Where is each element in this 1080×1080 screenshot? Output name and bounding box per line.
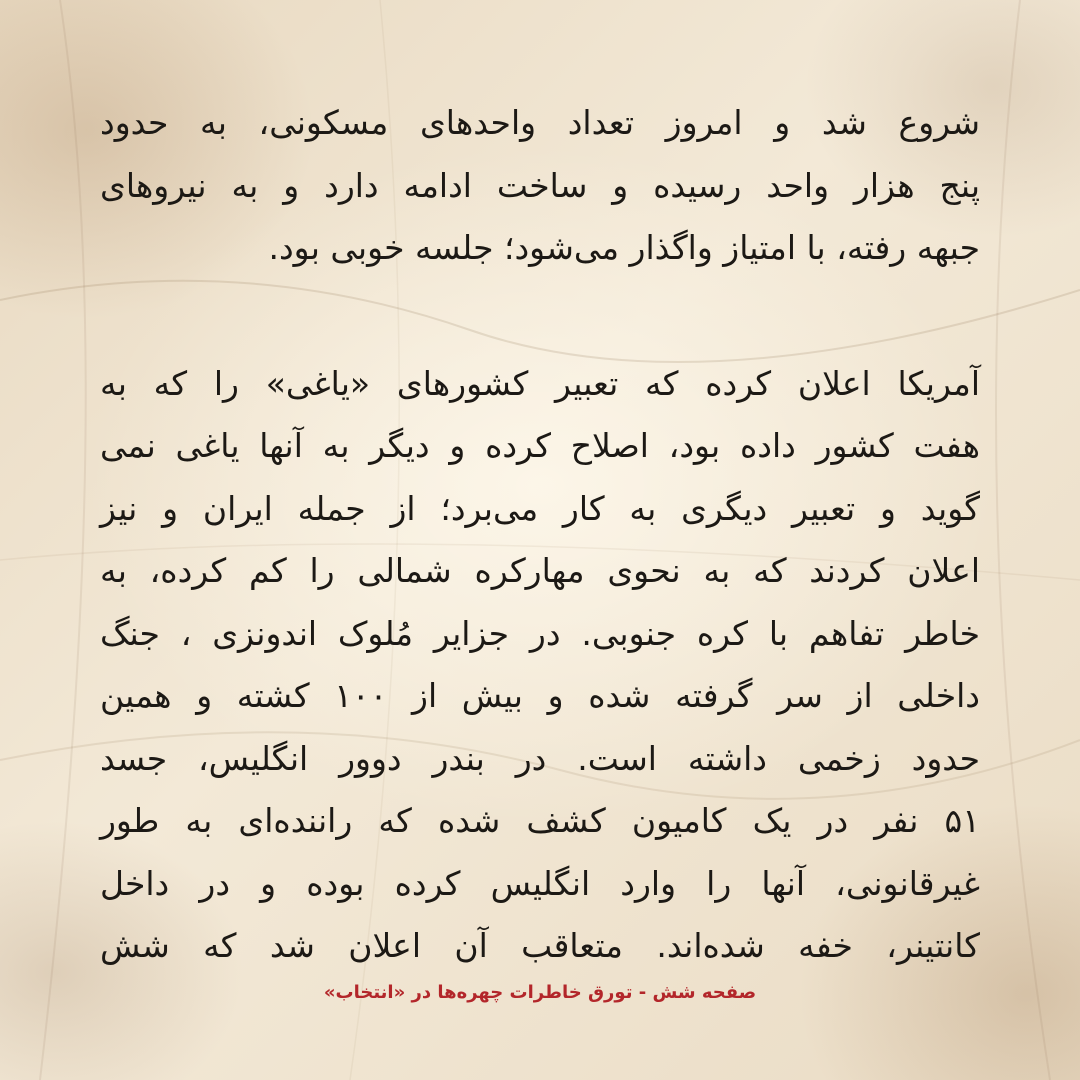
- text-line: حدود زخمی داشته است. در بندر دوور انگلیس، جسد: [100, 738, 980, 778]
- paragraph-2: [100, 353, 980, 978]
- text-line: ۵۱ نفر در یک کامیون کشف شده که راننده‌ای به طور: [100, 801, 980, 840]
- memoir-text: [100, 92, 980, 978]
- text-line: جبهه رفته، با امتیاز واگذار می‌شود؛ جلسه خوبی بود.: [268, 228, 980, 267]
- text-line: هفت کشور داده بود، اصلاح کرده و دیگر به آنها یاغی نمی: [100, 426, 980, 465]
- text-line: خاطر تفاهم با کره جنوبی. در جزایر مُلوک اندونزی ، جنگ: [100, 613, 980, 653]
- page-caption: صفحه شش - تورق خاطرات چهره‌ها در «انتخاب»: [323, 982, 757, 1003]
- text-line: کانتینر، خفه شده‌اند. متعاقب آن اعلان شد که شش: [100, 926, 980, 965]
- text-line: اعلان کردند که به نحوی مهارکره شمالی را کم کرده، به: [100, 551, 980, 590]
- text-line: پنج هزار واحد رسیده و ساخت ادامه دارد و به نیروهای: [100, 165, 980, 205]
- text-line: غیرقانونی، آنها را وارد انگلیس کرده بوده و در داخل: [100, 863, 980, 903]
- text-line: آمریکا اعلان کرده که تعبیر کشورهای «یاغی» را که به: [100, 363, 980, 403]
- text-line: شروع شد و امروز تعداد واحدهای مسکونی، به حدود: [100, 103, 980, 142]
- paragraph-1: [100, 92, 980, 280]
- paragraph-gap: [100, 280, 980, 353]
- text-line: داخلی از سر گرفته شده و بیش از ۱۰۰ کشته و همین: [100, 676, 980, 715]
- text-line: گوید و تعبیر دیگری به کار می‌برد؛ از جمله ایران و نیز: [100, 488, 980, 528]
